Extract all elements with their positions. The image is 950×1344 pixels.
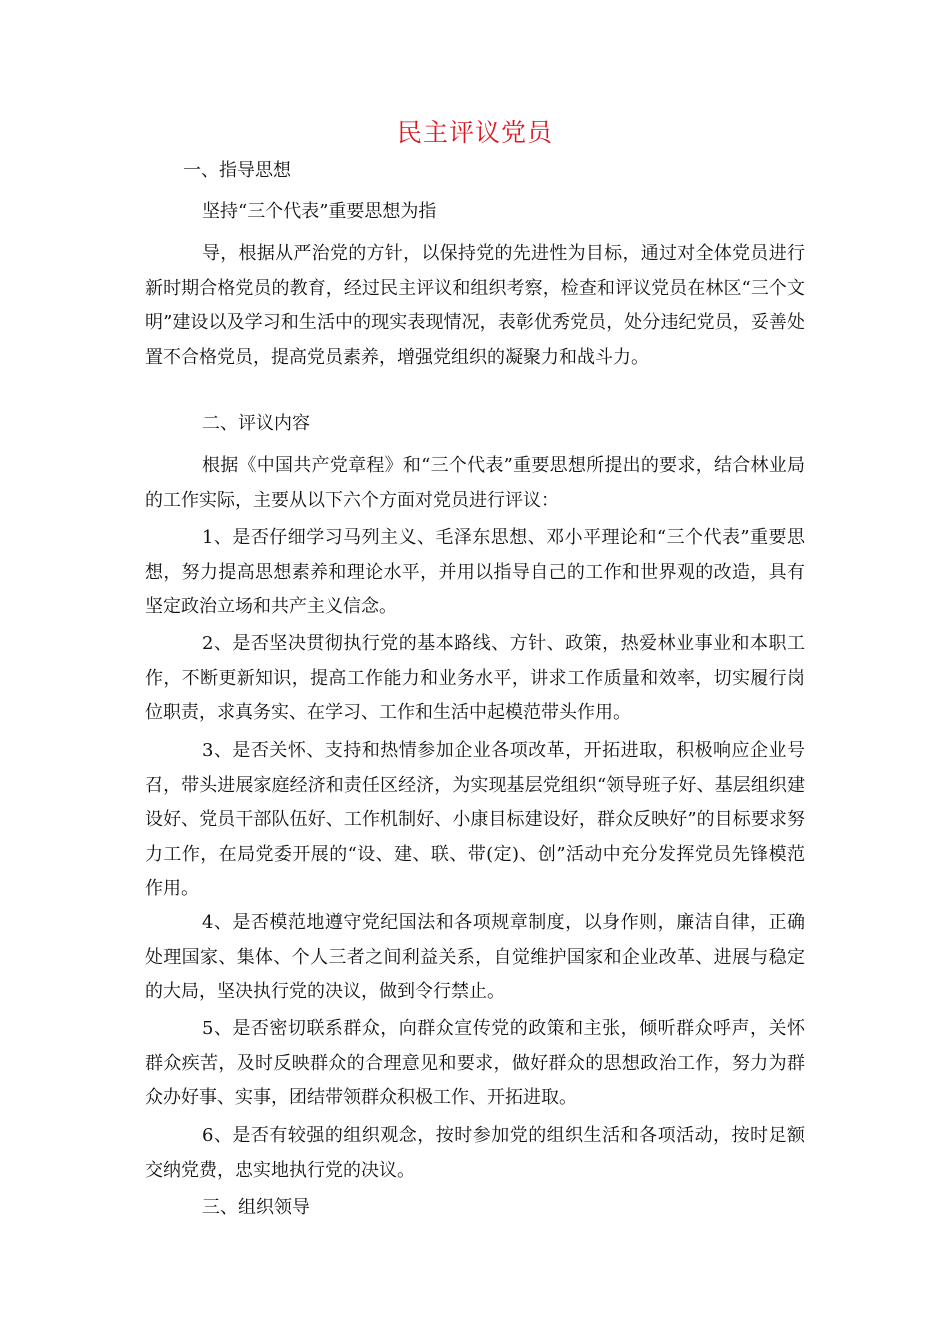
- review-item-5: 5、是否密切联系群众，向群众宣传党的政策和主张，倾听群众呼声，关怀群众疾苦，及时反映群众的合理意见和要求，做好群众的思想政治工作，努力为群众办好事、实事，团结带领群众积极工作、开拓进取。: [145, 1018, 805, 1108]
- guiding-ideology-first-line: 坚持“三个代表”重要思想为指: [202, 201, 437, 222]
- review-item-4: 4、是否模范地遵守党纪国法和各项规章制度，以身作则，廉洁自律，正确处理国家、集体、个人三者之间利益关系，自觉维护国家和企业改革、进展与稳定的大局，坚决执行党的决议，做到令行禁止。: [145, 912, 805, 1002]
- review-item-6: 6、是否有较强的组织观念，按时参加党的组织生活和各项活动，按时足额交纳党费，忠实地执行党的决议。: [145, 1125, 805, 1181]
- review-item-1: 1、是否仔细学习马列主义、毛泽东思想、邓小平理论和“三个代表”重要思想，努力提高思想素养和理论水平，并用以指导自己的工作和世界观的改造，具有坚定政治立场和共产主义信念。: [145, 527, 805, 617]
- review-item-2: 2、是否坚决贯彻执行党的基本路线、方针、政策，热爱林业事业和本职工作，不断更新知识，提高工作能力和业务水平，讲求工作质量和效率，切实履行岗位职责，求真务实、在学习、工作和生活中起模范带头作用。: [145, 633, 805, 723]
- document-title: 民主评议党员: [396, 118, 553, 147]
- section-heading-review-content: 二、评议内容: [202, 413, 310, 434]
- section-heading-guiding-ideology: 一、指导思想: [183, 160, 291, 181]
- review-item-3: 3、是否关怀、支持和热情参加企业各项改革，开拓进取，积极响应企业号召，带头进展家庭经济和责任区经济，为实现基层党组织“领导班子好、基层组织建设好、党员干部队伍好、工作机制好、小康目标建设好，群众反映好”的目标要求努力工作，在局党委开展的“设、建、联、带(定)、创”活动中充分发挥党员先锋模范作用。: [145, 740, 805, 899]
- review-content-intro: 根据《中国共产党章程》和“三个代表”重要思想所提出的要求，结合林业局的工作实际，主要从以下六个方面对党员进行评议：: [145, 455, 805, 511]
- guiding-ideology-paragraph: 导，根据从严治党的方针，以保持党的先进性为目标，通过对全体党员进行新时期合格党员的教育，经过民主评议和组织考察，检查和评议党员在林区“三个文明”建设以及学习和生活中的现实表现情况，表彰优秀党员，处分违纪党员，妥善处置不合格党员，提高党员素养，增强党组织的凝聚力和战斗力。: [145, 243, 805, 368]
- section-heading-organization: 三、组织领导: [202, 1197, 310, 1218]
